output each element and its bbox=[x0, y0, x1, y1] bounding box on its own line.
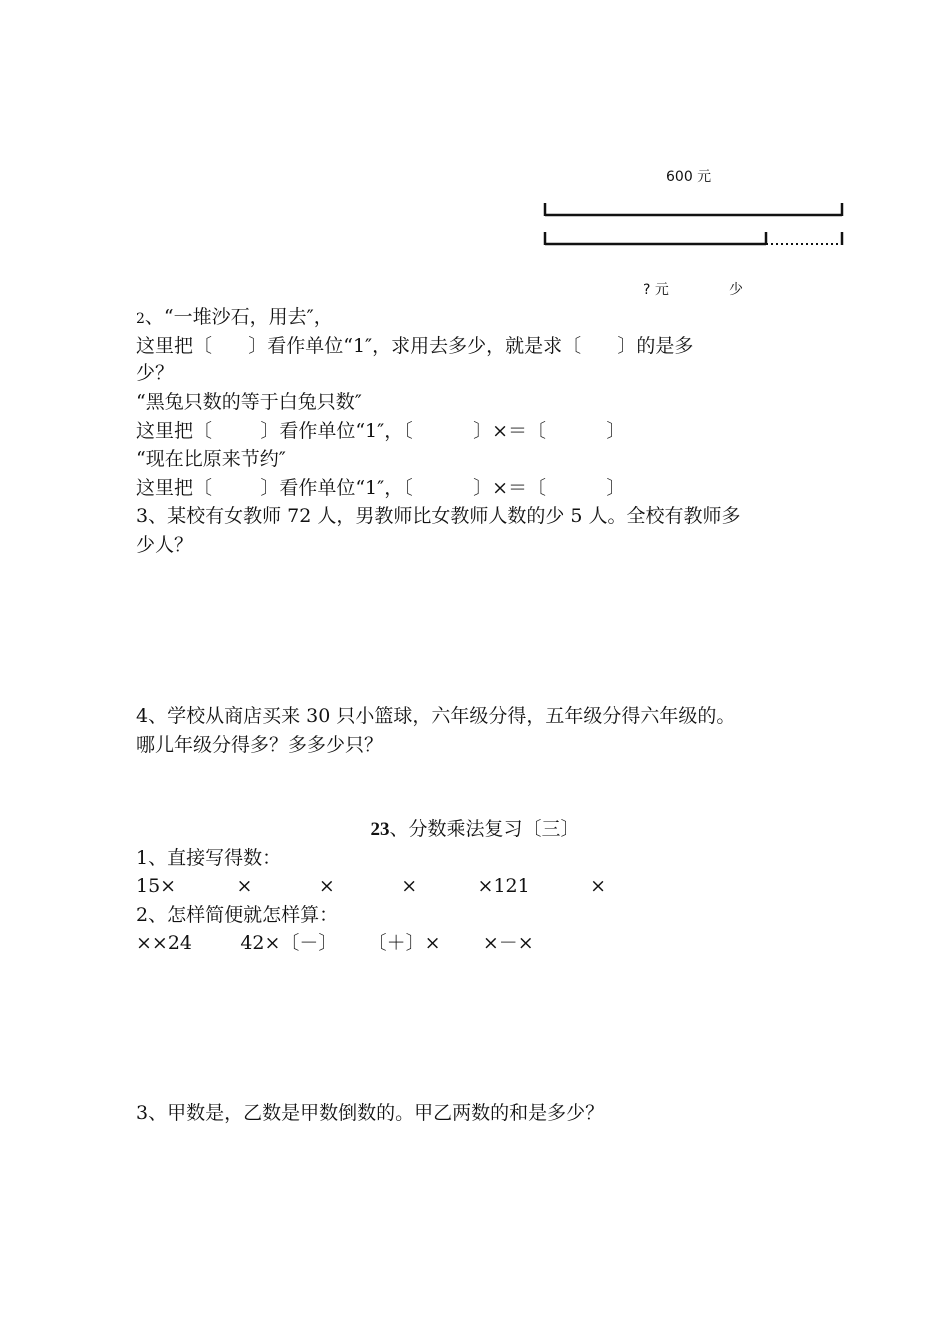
q2-line-5: 这里把〔 〕看作单位“1″，〔 〕×＝〔 〕 bbox=[136, 420, 626, 442]
q2-line-4: “黑兔只数的等于白兔只数″ bbox=[136, 391, 362, 413]
section-p1-items: 15× × × × ×121 × bbox=[136, 875, 607, 897]
full-amount-segment bbox=[545, 203, 842, 216]
line-segment-diagram bbox=[0, 0, 950, 300]
q2-line-3: 少？ bbox=[136, 362, 175, 384]
section-p2-heading: 2、怎样简便就怎样算： bbox=[136, 904, 339, 926]
saved-amount-dotted-segment bbox=[766, 232, 842, 245]
section-p2-items: ××24 42×〔－〕 〔＋〕× ×－× bbox=[136, 932, 534, 954]
used-amount-segment bbox=[545, 232, 766, 245]
diagram-unknown-label: ? 元 bbox=[643, 282, 669, 298]
q2-line-6: “现在比原来节约″ bbox=[136, 448, 286, 470]
q2-line-7: 这里把〔 〕看作单位“1″，〔 〕×＝〔 〕 bbox=[136, 477, 626, 499]
q3-line-1: 3、某校有女教师 72 人，男教师比女教师人数的少 5 人。全校有教师多 bbox=[136, 505, 741, 527]
section-title-text: 、分数乘法复习〔三〕 bbox=[389, 818, 580, 840]
q2-line-2: 这里把〔 〕看作单位“1″，求用去多少，就是求〔 〕的是多 bbox=[136, 335, 694, 357]
section-p1-heading: 1、直接写得数： bbox=[136, 847, 282, 869]
q2-line-1 bbox=[136, 304, 333, 332]
q4-line-1: 4、学校从商店买来 30 只小篮球，六年级分得，五年级分得六年级的。 bbox=[136, 705, 736, 727]
q3-line-2: 少人？ bbox=[136, 534, 194, 556]
diagram-less-label: 少 bbox=[729, 282, 743, 298]
q4-line-2: 哪儿年级分得多？多多少只？ bbox=[136, 734, 384, 756]
section-p3: 3、甲数是，乙数是甲数倒数的。甲乙两数的和是多少？ bbox=[136, 1102, 605, 1124]
diagram-top-label: 600 元 bbox=[666, 169, 712, 185]
section-title bbox=[0, 816, 950, 843]
q2-line-1-text: 、“一堆沙石，用去″， bbox=[144, 306, 333, 328]
section-title-number: 23 bbox=[370, 819, 390, 840]
q2-number: 2 bbox=[136, 311, 145, 327]
